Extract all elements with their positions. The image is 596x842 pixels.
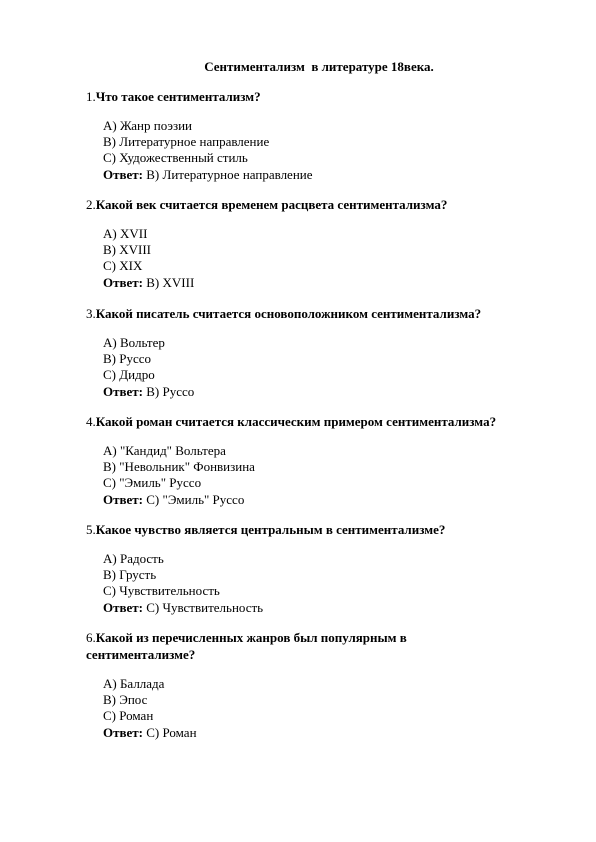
question-text: Какой писатель считается основоположником сентиментализма? bbox=[95, 306, 482, 321]
question-text: Какой роман считается классическим примером сентиментализма? bbox=[95, 414, 497, 429]
option-b: B) XVIII bbox=[103, 242, 152, 258]
option-b: B) Руссо bbox=[103, 351, 152, 367]
answer-value: B) Руссо bbox=[146, 383, 195, 399]
option-list bbox=[103, 226, 546, 291]
answer-line bbox=[103, 384, 546, 400]
option-c: C) "Эмиль" Руссо bbox=[103, 475, 202, 491]
answer-label: Ответ: bbox=[103, 383, 144, 399]
question-text: Какое чувство является центральным в сентиментализме? bbox=[95, 522, 446, 537]
question-2-heading bbox=[86, 196, 546, 213]
question-text: Что такое сентиментализм? bbox=[95, 89, 261, 104]
answer-value: B) Литературное направление bbox=[146, 166, 313, 182]
option-a: A) Вольтер bbox=[103, 335, 165, 350]
option-c: C) XIX bbox=[103, 258, 143, 274]
question-4-heading bbox=[86, 413, 546, 430]
answer-line bbox=[103, 600, 546, 616]
option-c: C) Художественный стиль bbox=[103, 150, 248, 166]
option-a: A) Жанр поэзии bbox=[103, 118, 193, 133]
question-number: 5. bbox=[86, 522, 96, 537]
question-number: 3. bbox=[86, 306, 96, 321]
answer-label: Ответ: bbox=[103, 724, 144, 740]
answer-value: C) Чувствительность bbox=[146, 599, 264, 615]
option-b: B) Литературное направление bbox=[103, 134, 270, 150]
document-title: Сентиментализм в литературе 18века. bbox=[204, 59, 434, 74]
option-b: B) "Невольник" Фонвизина bbox=[103, 459, 255, 475]
option-a: A) Баллада bbox=[103, 676, 165, 691]
question-1 bbox=[86, 88, 546, 183]
answer-label: Ответ: bbox=[103, 274, 144, 290]
option-c: C) Чувствительность bbox=[103, 583, 220, 599]
answer-label: Ответ: bbox=[103, 166, 144, 182]
question-6-heading bbox=[86, 629, 436, 663]
option-c: C) Дидро bbox=[103, 367, 155, 383]
option-a: A) XVII bbox=[103, 226, 148, 241]
question-4 bbox=[86, 413, 546, 508]
answer-label: Ответ: bbox=[103, 491, 144, 507]
question-number: 6. bbox=[86, 630, 96, 645]
option-list bbox=[103, 118, 546, 183]
question-3 bbox=[86, 305, 546, 400]
answer-line bbox=[103, 275, 546, 291]
option-b: B) Грусть bbox=[103, 567, 157, 583]
answer-line bbox=[103, 167, 546, 183]
option-list bbox=[103, 335, 546, 400]
option-a: A) Радость bbox=[103, 551, 164, 566]
question-2 bbox=[86, 196, 546, 291]
question-number: 4. bbox=[86, 414, 96, 429]
answer-line bbox=[103, 725, 436, 741]
question-text: Какой век считается временем расцвета сентиментализма? bbox=[95, 197, 448, 212]
answer-label: Ответ: bbox=[103, 599, 144, 615]
option-list bbox=[103, 551, 546, 616]
question-number: 1. bbox=[86, 89, 96, 104]
question-6 bbox=[86, 629, 436, 741]
option-list bbox=[103, 443, 546, 508]
question-5 bbox=[86, 521, 546, 616]
question-3-heading bbox=[86, 305, 546, 322]
answer-line bbox=[103, 492, 546, 508]
answer-value: B) XVIII bbox=[146, 274, 195, 290]
question-text: Какой из перечисленных жанров был популярным в сентиментализме? bbox=[86, 630, 407, 662]
question-5-heading bbox=[86, 521, 546, 538]
option-a: A) "Кандид" Вольтера bbox=[103, 443, 226, 458]
option-c: C) Роман bbox=[103, 708, 154, 724]
option-b: B) Эпос bbox=[103, 692, 148, 708]
answer-value: C) Роман bbox=[146, 724, 197, 740]
question-1-heading bbox=[86, 88, 546, 105]
question-number: 2. bbox=[86, 197, 96, 212]
option-list bbox=[103, 676, 436, 741]
answer-value: C) "Эмиль" Руссо bbox=[146, 491, 245, 507]
